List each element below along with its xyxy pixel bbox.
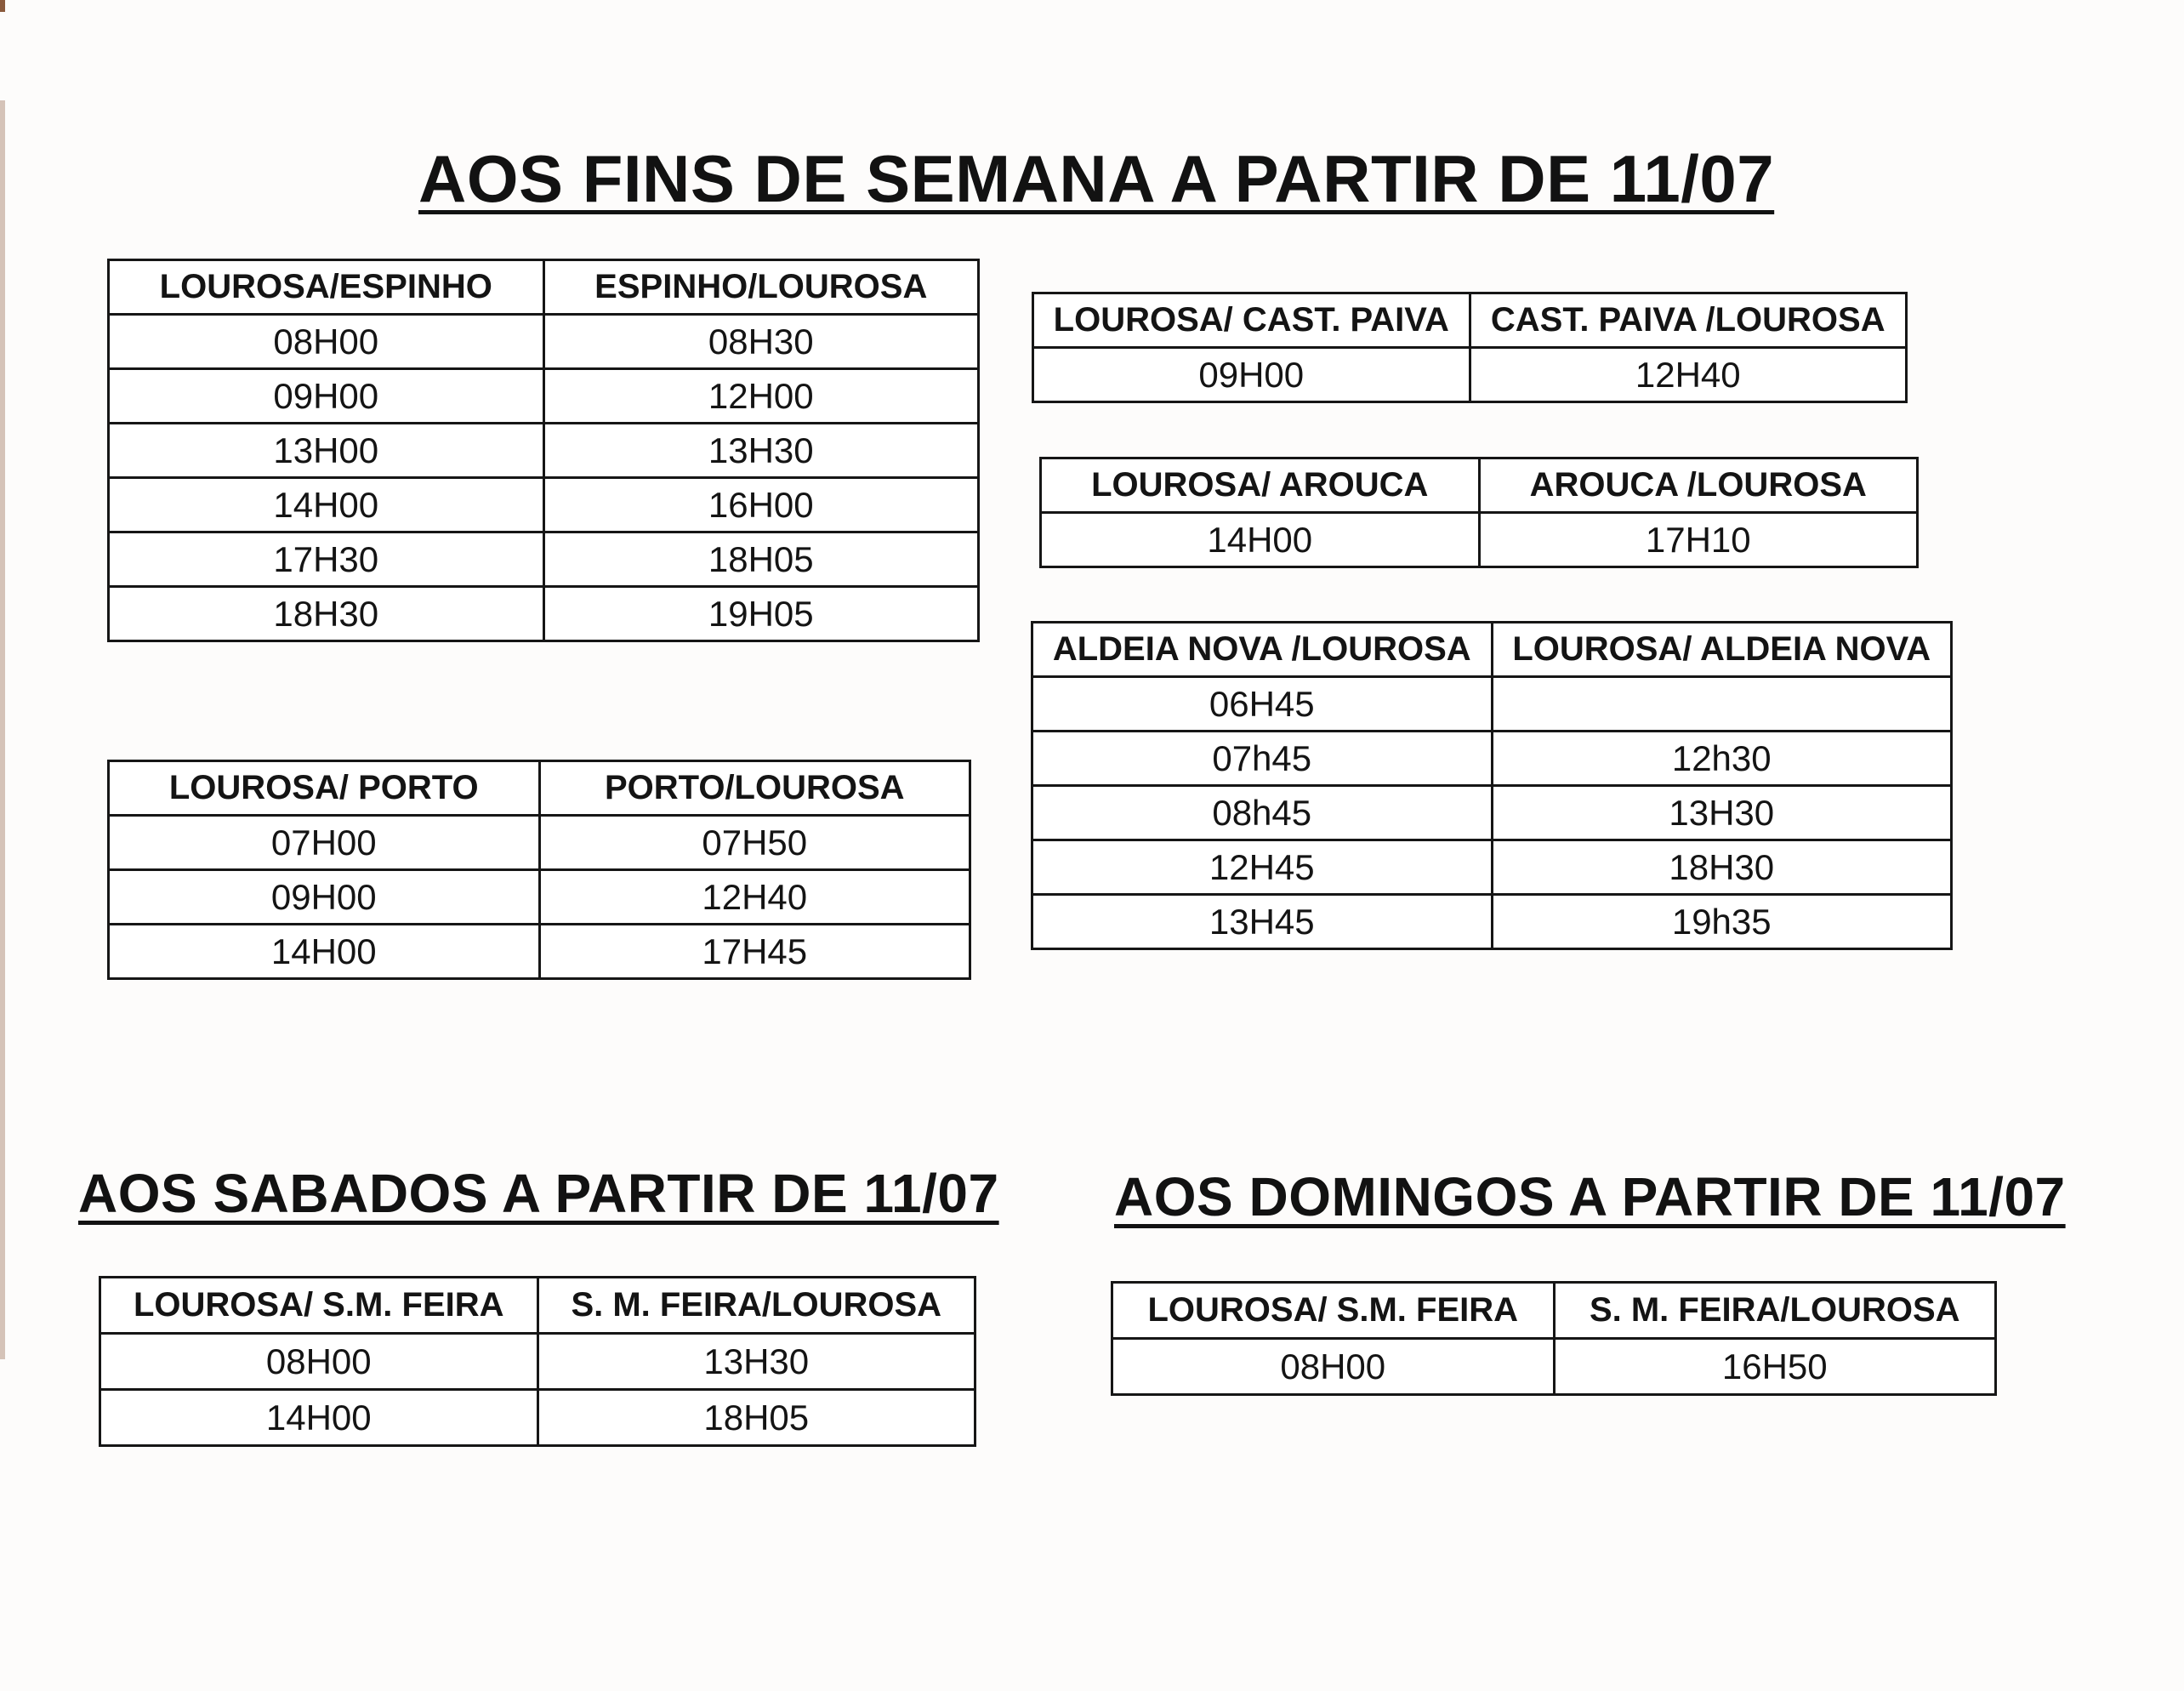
- time-cell: 09H00: [109, 870, 540, 925]
- column-header: LOUROSA/ S.M. FEIRA: [1112, 1283, 1555, 1339]
- table-row: [109, 315, 979, 369]
- time-cell: 09H00: [109, 369, 544, 424]
- table-row: [109, 478, 979, 532]
- time-cell: 08H00: [100, 1334, 538, 1390]
- time-cell: 12H40: [1470, 348, 1907, 402]
- time-cell: 08H30: [543, 315, 979, 369]
- table-header-row: [109, 260, 979, 315]
- page-edge-mark: [0, 100, 5, 1359]
- schedule-table-lourosa-castelo-paiva: [1032, 292, 1908, 403]
- column-header: ALDEIA NOVA /LOUROSA: [1032, 623, 1493, 677]
- time-cell: 13H45: [1032, 895, 1493, 949]
- time-cell: 12H00: [543, 369, 979, 424]
- time-cell: 16H00: [543, 478, 979, 532]
- table-row: [1032, 732, 1952, 786]
- table-row: [109, 369, 979, 424]
- weekend-heading: AOS FINS DE SEMANA A PARTIR DE 11/07: [418, 141, 1775, 216]
- table-row: [109, 532, 979, 587]
- column-header: CAST. PAIVA /LOUROSA: [1470, 293, 1907, 348]
- time-cell: 07H50: [539, 816, 970, 870]
- time-cell: 17H10: [1479, 513, 1918, 567]
- column-header: LOUROSA/ESPINHO: [109, 260, 544, 315]
- time-cell: 19H05: [543, 587, 979, 641]
- time-cell: 13H00: [109, 424, 544, 478]
- sundays-heading: AOS DOMINGOS A PARTIR DE 11/07: [1114, 1166, 2066, 1227]
- column-header: S. M. FEIRA/LOUROSA: [1554, 1283, 1996, 1339]
- table-row: [100, 1390, 975, 1446]
- table-header-row: [1033, 293, 1907, 348]
- time-cell: 14H00: [1041, 513, 1480, 567]
- table-row: [109, 816, 970, 870]
- time-cell: 07H00: [109, 816, 540, 870]
- time-cell: 13H30: [1492, 786, 1952, 840]
- time-cell: 17H30: [109, 532, 544, 587]
- time-cell: [1492, 677, 1952, 732]
- time-cell: 13H30: [537, 1334, 975, 1390]
- time-cell: 14H00: [109, 925, 540, 979]
- time-cell: 07h45: [1032, 732, 1493, 786]
- time-cell: 08H00: [1112, 1339, 1555, 1395]
- table-row: [1032, 677, 1952, 732]
- time-cell: 18H05: [537, 1390, 975, 1446]
- time-cell: 06H45: [1032, 677, 1493, 732]
- time-cell: 13H30: [543, 424, 979, 478]
- table-row: [1033, 348, 1907, 402]
- column-header: LOUROSA/ CAST. PAIVA: [1033, 293, 1470, 348]
- table-header-row: [109, 761, 970, 816]
- time-cell: 12H45: [1032, 840, 1493, 895]
- time-cell: 19h35: [1492, 895, 1952, 949]
- schedule-table-lourosa-porto: [107, 760, 971, 980]
- schedule-table-aldeia-nova-lourosa: [1031, 621, 1953, 950]
- column-header: LOUROSA/ S.M. FEIRA: [100, 1278, 538, 1334]
- column-header: AROUCA /LOUROSA: [1479, 458, 1918, 513]
- table-row: [1032, 840, 1952, 895]
- table-row: [100, 1334, 975, 1390]
- table-row: [1032, 895, 1952, 949]
- table-row: [109, 925, 970, 979]
- table-header-row: [100, 1278, 975, 1334]
- time-cell: 08H00: [109, 315, 544, 369]
- time-cell: 18H30: [1492, 840, 1952, 895]
- saturdays-heading: AOS SABADOS A PARTIR DE 11/07: [78, 1163, 999, 1224]
- column-header: ESPINHO/LOUROSA: [543, 260, 979, 315]
- time-cell: 16H50: [1554, 1339, 1996, 1395]
- schedule-table-sunday-feira: [1111, 1281, 1997, 1396]
- column-header: LOUROSA/ ALDEIA NOVA: [1492, 623, 1952, 677]
- table-row: [1041, 513, 1918, 567]
- column-header: S. M. FEIRA/LOUROSA: [537, 1278, 975, 1334]
- time-cell: 14H00: [100, 1390, 538, 1446]
- table-header-row: [1041, 458, 1918, 513]
- schedule-table-lourosa-arouca: [1039, 457, 1919, 568]
- column-header: LOUROSA/ PORTO: [109, 761, 540, 816]
- column-header: PORTO/LOUROSA: [539, 761, 970, 816]
- time-cell: 08h45: [1032, 786, 1493, 840]
- schedule-table-lourosa-espinho: [107, 259, 980, 642]
- page-edge-mark: [0, 0, 5, 12]
- time-cell: 18H30: [109, 587, 544, 641]
- time-cell: 18H05: [543, 532, 979, 587]
- time-cell: 09H00: [1033, 348, 1470, 402]
- column-header: LOUROSA/ AROUCA: [1041, 458, 1480, 513]
- time-cell: 12h30: [1492, 732, 1952, 786]
- time-cell: 12H40: [539, 870, 970, 925]
- table-row: [1112, 1339, 1996, 1395]
- time-cell: 14H00: [109, 478, 544, 532]
- schedule-table-saturday-feira: [99, 1276, 976, 1447]
- table-row: [109, 870, 970, 925]
- table-row: [109, 424, 979, 478]
- table-header-row: [1032, 623, 1952, 677]
- table-row: [109, 587, 979, 641]
- table-header-row: [1112, 1283, 1996, 1339]
- time-cell: 17H45: [539, 925, 970, 979]
- table-row: [1032, 786, 1952, 840]
